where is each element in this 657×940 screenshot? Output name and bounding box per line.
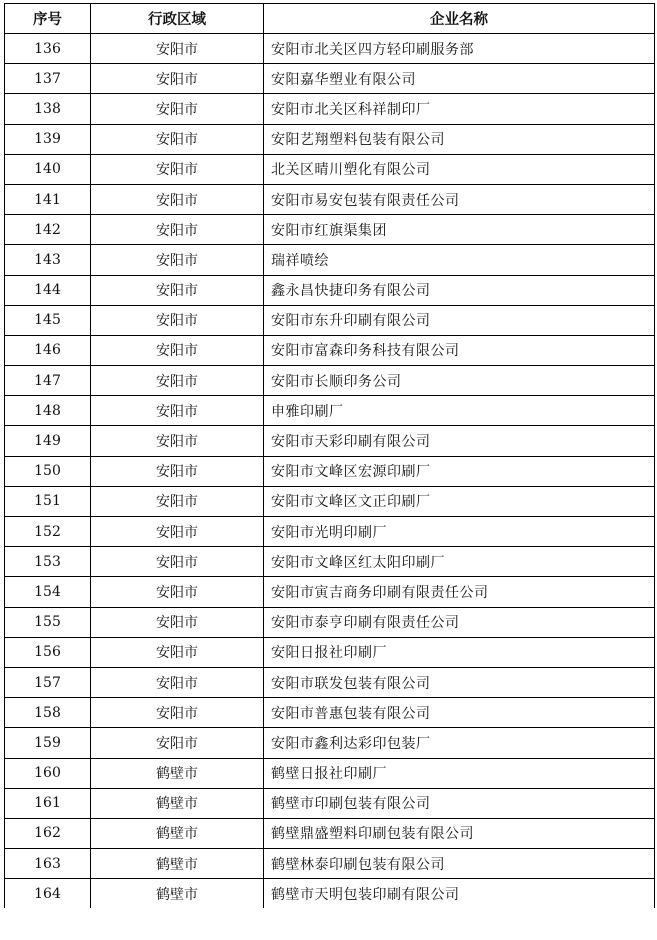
table-row	[5, 818, 655, 848]
header-company: 企业名称	[264, 4, 655, 34]
table-row	[5, 849, 655, 879]
table-row	[5, 305, 655, 335]
table-row	[5, 94, 655, 124]
row-region: 安阳市	[91, 34, 264, 64]
row-seq: 138	[5, 94, 91, 124]
enterprise-table	[4, 3, 655, 908]
row-company-name: 安阳市北关区科祥制印厂	[264, 94, 655, 124]
row-region: 安阳市	[91, 305, 264, 335]
table-row	[5, 64, 655, 94]
row-seq: 163	[5, 849, 91, 879]
row-company-name: 瑞祥喷绘	[264, 245, 655, 275]
table-row	[5, 667, 655, 697]
row-seq: 139	[5, 124, 91, 154]
row-company-name: 鹤壁日报社印刷厂	[264, 758, 655, 788]
row-company-name: 安阳艺翔塑料包装有限公司	[264, 124, 655, 154]
row-company-name: 安阳市寅吉商务印刷有限责任公司	[264, 577, 655, 607]
header-row	[5, 4, 655, 34]
row-company-name: 安阳市联发包装有限公司	[264, 667, 655, 697]
row-company-name: 安阳市红旗渠集团	[264, 215, 655, 245]
row-seq: 141	[5, 184, 91, 214]
row-region: 安阳市	[91, 426, 264, 456]
row-company-name: 安阳市天彩印刷有限公司	[264, 426, 655, 456]
row-seq: 158	[5, 698, 91, 728]
row-region: 安阳市	[91, 64, 264, 94]
row-region: 安阳市	[91, 728, 264, 758]
row-seq: 137	[5, 64, 91, 94]
row-region: 鹤壁市	[91, 879, 264, 908]
row-company-name: 鹤壁市印刷包装有限公司	[264, 788, 655, 818]
row-region: 安阳市	[91, 547, 264, 577]
table-row	[5, 728, 655, 758]
row-region: 安阳市	[91, 607, 264, 637]
row-region: 鹤壁市	[91, 788, 264, 818]
row-company-name: 安阳市文峰区红太阳印刷厂	[264, 547, 655, 577]
table-row	[5, 486, 655, 516]
table-body	[5, 34, 655, 908]
row-seq: 149	[5, 426, 91, 456]
row-seq: 162	[5, 818, 91, 848]
table-row	[5, 577, 655, 607]
header-region: 行政区域	[91, 4, 264, 34]
row-company-name: 申雅印刷厂	[264, 396, 655, 426]
row-region: 安阳市	[91, 275, 264, 305]
row-company-name: 安阳市富森印务科技有限公司	[264, 335, 655, 365]
table-row	[5, 366, 655, 396]
row-region: 安阳市	[91, 154, 264, 184]
table-row	[5, 245, 655, 275]
row-region: 安阳市	[91, 486, 264, 516]
table-row	[5, 607, 655, 637]
table-row	[5, 456, 655, 486]
row-company-name: 安阳市东升印刷有限公司	[264, 305, 655, 335]
table-row	[5, 879, 655, 908]
row-seq: 160	[5, 758, 91, 788]
row-company-name: 安阳市北关区四方轻印刷服务部	[264, 34, 655, 64]
table-row	[5, 698, 655, 728]
table-row	[5, 517, 655, 547]
row-region: 安阳市	[91, 124, 264, 154]
row-seq: 159	[5, 728, 91, 758]
row-company-name: 安阳市易安包装有限责任公司	[264, 184, 655, 214]
row-seq: 151	[5, 486, 91, 516]
row-seq: 148	[5, 396, 91, 426]
table-row	[5, 335, 655, 365]
row-company-name: 鹤壁林泰印刷包装有限公司	[264, 849, 655, 879]
row-company-name: 鹤壁鼎盛塑料印刷包装有限公司	[264, 818, 655, 848]
row-seq: 136	[5, 34, 91, 64]
row-region: 安阳市	[91, 517, 264, 547]
row-company-name: 安阳市普惠包装有限公司	[264, 698, 655, 728]
row-region: 安阳市	[91, 245, 264, 275]
row-region: 鹤壁市	[91, 849, 264, 879]
row-region: 安阳市	[91, 577, 264, 607]
row-region: 鹤壁市	[91, 758, 264, 788]
row-company-name: 安阳市鑫利达彩印包装厂	[264, 728, 655, 758]
row-region: 安阳市	[91, 215, 264, 245]
table-row	[5, 396, 655, 426]
row-company-name: 鑫永昌快捷印务有限公司	[264, 275, 655, 305]
row-seq: 161	[5, 788, 91, 818]
row-seq: 152	[5, 517, 91, 547]
table-row	[5, 547, 655, 577]
row-seq: 147	[5, 366, 91, 396]
row-company-name: 安阳日报社印刷厂	[264, 637, 655, 667]
row-region: 安阳市	[91, 637, 264, 667]
row-company-name: 安阳市文峰区文正印刷厂	[264, 486, 655, 516]
row-region: 鹤壁市	[91, 818, 264, 848]
row-region: 安阳市	[91, 366, 264, 396]
row-region: 安阳市	[91, 456, 264, 486]
row-seq: 155	[5, 607, 91, 637]
row-seq: 144	[5, 275, 91, 305]
row-company-name: 安阳市泰亨印刷有限责任公司	[264, 607, 655, 637]
header-seq: 序号	[5, 4, 91, 34]
row-seq: 146	[5, 335, 91, 365]
row-company-name: 安阳市文峰区宏源印刷厂	[264, 456, 655, 486]
row-company-name: 鹤壁市天明包装印刷有限公司	[264, 879, 655, 908]
table-row	[5, 788, 655, 818]
table-row	[5, 34, 655, 64]
table-row	[5, 215, 655, 245]
row-seq: 153	[5, 547, 91, 577]
row-company-name: 北关区晴川塑化有限公司	[264, 154, 655, 184]
row-region: 安阳市	[91, 667, 264, 697]
row-company-name: 安阳市光明印刷厂	[264, 517, 655, 547]
row-region: 安阳市	[91, 396, 264, 426]
row-seq: 156	[5, 637, 91, 667]
table-row	[5, 275, 655, 305]
row-region: 安阳市	[91, 698, 264, 728]
row-seq: 150	[5, 456, 91, 486]
row-seq: 157	[5, 667, 91, 697]
row-seq: 154	[5, 577, 91, 607]
row-company-name: 安阳嘉华塑业有限公司	[264, 64, 655, 94]
table-row	[5, 758, 655, 788]
table-row	[5, 637, 655, 667]
row-company-name: 安阳市长顺印务公司	[264, 366, 655, 396]
table-row	[5, 124, 655, 154]
row-seq: 164	[5, 879, 91, 908]
row-seq: 140	[5, 154, 91, 184]
row-region: 安阳市	[91, 94, 264, 124]
table-row	[5, 184, 655, 214]
row-region: 安阳市	[91, 184, 264, 214]
row-seq: 145	[5, 305, 91, 335]
table-row	[5, 426, 655, 456]
row-seq: 142	[5, 215, 91, 245]
row-seq: 143	[5, 245, 91, 275]
table-row	[5, 154, 655, 184]
row-region: 安阳市	[91, 335, 264, 365]
